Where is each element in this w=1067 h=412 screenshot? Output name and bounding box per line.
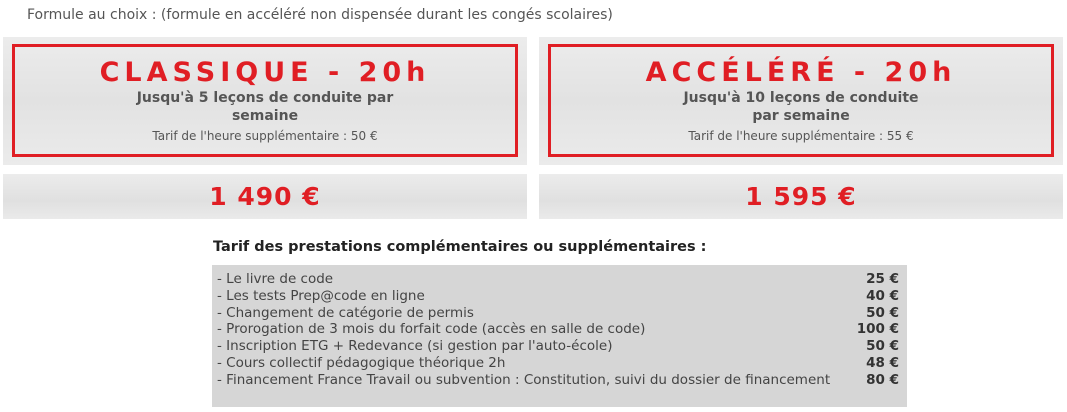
extras-item-label: - Le livre de code <box>217 271 334 287</box>
extras-item-amount: 40 € <box>866 287 899 304</box>
extras-item-label: - Les tests Prep@code en ligne <box>217 287 425 304</box>
extras-item-amount: 50 € <box>866 338 899 355</box>
formula-card-border <box>548 44 1054 157</box>
extras-item-label: - Inscription ETG + Redevance (si gestion par l'auto-école) <box>217 338 613 355</box>
list-item <box>217 372 899 389</box>
price-classique: 1 490 € <box>3 174 527 219</box>
extras-item-amount: 80 € <box>866 371 899 388</box>
formula-card-classique <box>3 37 527 165</box>
price-accelere: 1 595 € <box>539 174 1063 219</box>
formula-extra-hour-rate: Tarif de l'heure supplémentaire : 55 € <box>688 129 914 143</box>
formula-extra-hour-rate: Tarif de l'heure supplémentaire : 50 € <box>152 129 378 143</box>
extras-heading: Tarif des prestations complémentaires ou supplémentaires : <box>213 239 707 255</box>
list-item <box>217 321 899 338</box>
formula-title: ACCÉLÉRÉ - 20h <box>645 57 957 88</box>
list-item <box>217 338 899 355</box>
extras-item-label: - Changement de catégorie de permis <box>217 304 474 321</box>
formula-card-accelere <box>539 37 1063 165</box>
extras-item-amount: 100 € <box>856 321 899 338</box>
list-item <box>217 355 899 372</box>
formula-subtitle: Jusqu'à 10 leçons de conduite par semaine <box>683 90 919 124</box>
intro-text: Formule au choix : (formule en accéléré non dispensée durant les congés scolaires) <box>27 7 613 23</box>
extras-item-label: - Prorogation de 3 mois du forfait code (accès en salle de code) <box>217 321 646 338</box>
extras-item-amount: 50 € <box>866 304 899 321</box>
list-item <box>217 305 899 322</box>
extras-price-list <box>212 265 907 407</box>
extras-item-label: - Financement France Travail ou subvention : Constitution, suivi du dossier de financement <box>217 371 831 388</box>
list-item <box>217 288 899 305</box>
extras-item-amount: 48 € <box>866 354 899 371</box>
formula-card-border <box>12 44 518 157</box>
formula-title: CLASSIQUE - 20h <box>99 57 431 88</box>
extras-item-amount: 25 € <box>866 271 899 287</box>
formula-subtitle: Jusqu'à 5 leçons de conduite par semaine <box>136 90 394 124</box>
extras-item-label: - Cours collectif pédagogique théorique 2h <box>217 354 506 371</box>
list-item <box>217 271 899 288</box>
